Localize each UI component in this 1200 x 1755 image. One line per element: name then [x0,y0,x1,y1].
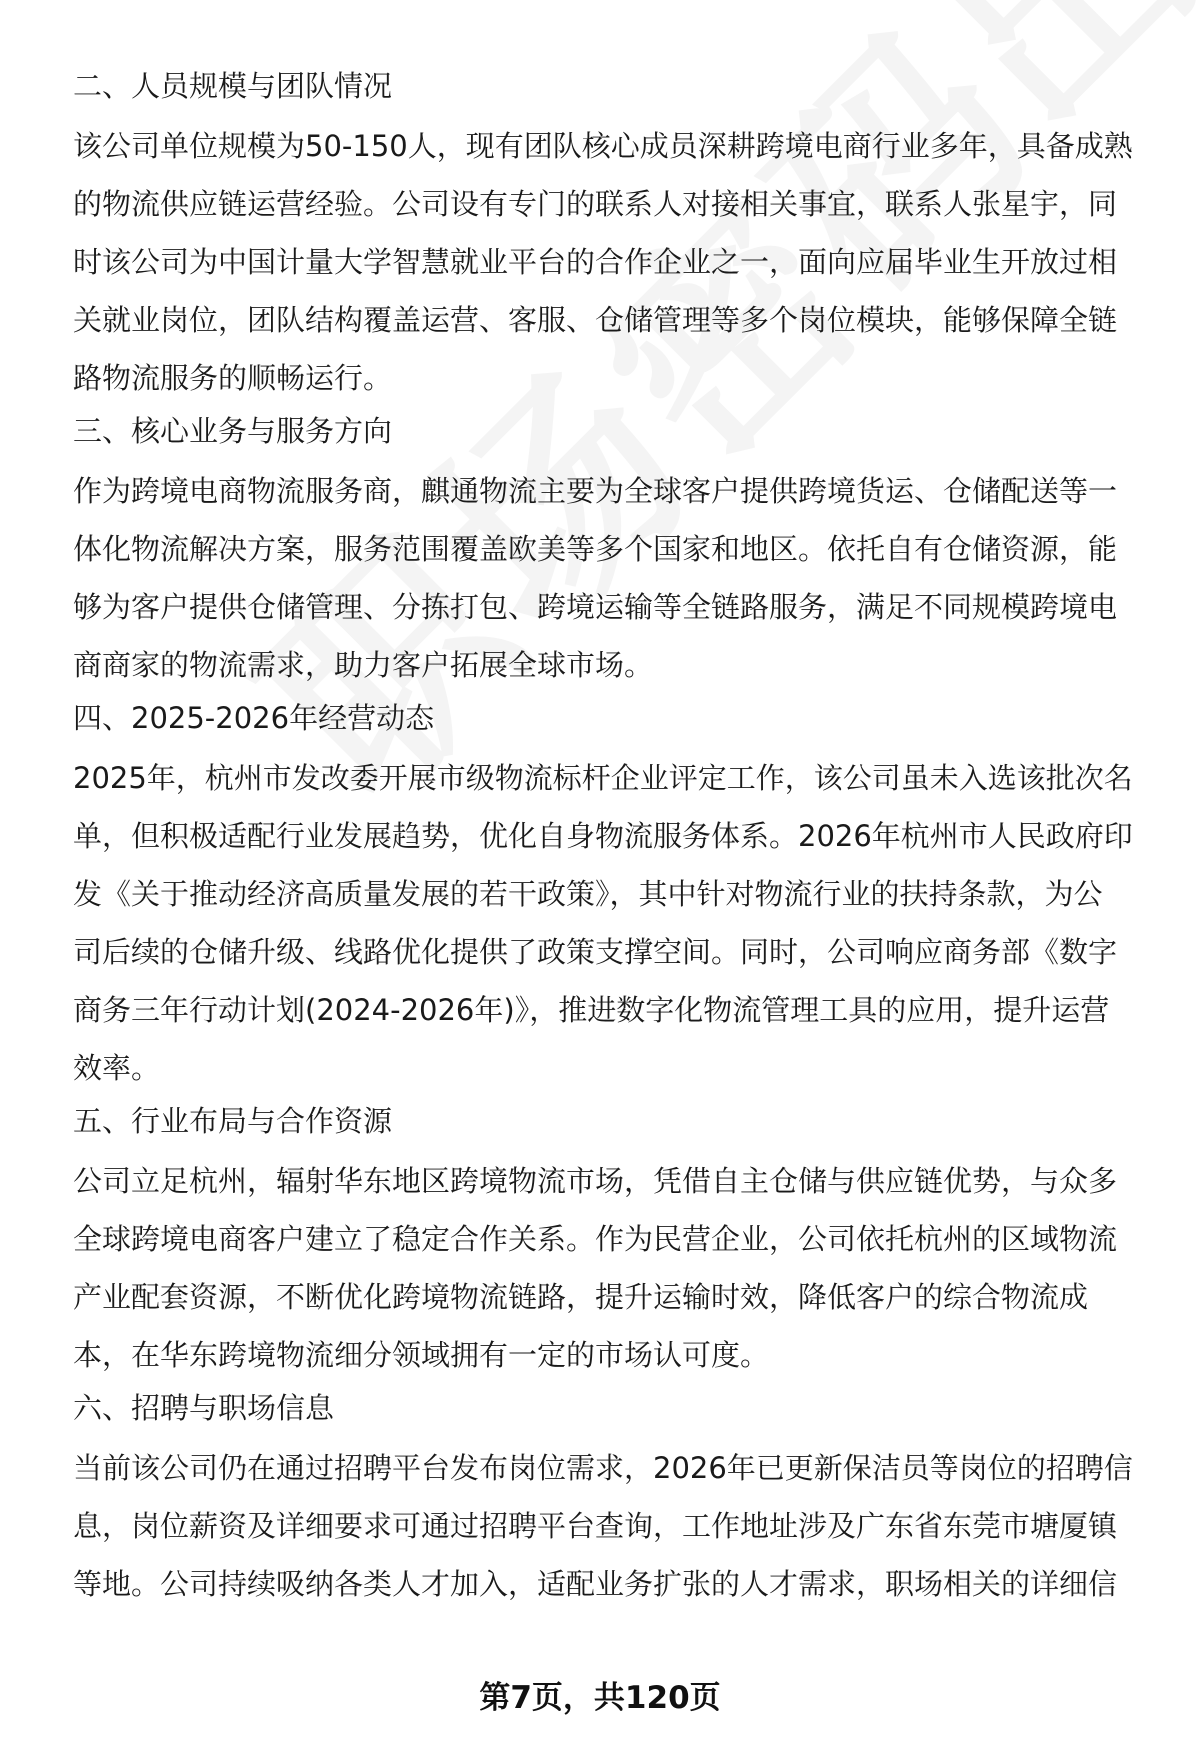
paragraph-line: 公司立足杭州，辐射华东地区跨境物流市场，凭借自主仓储与供应链优势，与众多 [73,1164,1118,1198]
paragraph-line: 产业配套资源，不断优化跨境物流链路，提升运输时效，降低客户的综合物流成 [73,1280,1089,1314]
paragraph-line: 关就业岗位，团队结构覆盖运营、客服、仓储管理等多个岗位模块，能够保障全链 [73,303,1118,337]
paragraph-line: 该公司单位规模为50-150人，现有团队核心成员深耕跨境电商行业多年，具备成熟 [73,129,1133,163]
section-recruitment [73,1384,1168,1613]
section-heading: 三、核心业务与服务方向 [73,414,393,448]
section-paragraph [73,1152,1168,1384]
section-industry-layout [73,1097,1168,1384]
paragraph-line: 发《关于推动经济高质量发展的若干政策》，其中针对物流行业的扶持条款，为公 [73,877,1103,911]
paragraph-line: 当前该公司仍在通过招聘平台发布岗位需求，2026年已更新保洁员等岗位的招聘信 [73,1451,1133,1485]
paragraph-line: 商商家的物流需求，助力客户拓展全球市场。 [73,648,654,682]
section-paragraph [73,749,1168,1097]
paragraph-line: 息，岗位薪资及详细要求可通过招聘平台查询，工作地址涉及广东省东莞市塘厦镇 [73,1509,1118,1543]
paragraph-line: 体化物流解决方案，服务范围覆盖欧美等多个国家和地区。依托自有仓储资源，能 [73,532,1118,566]
paragraph-line: 时该公司为中国计量大学智慧就业平台的合作企业之一，面向应届毕业生开放过相 [73,245,1118,279]
paragraph-line: 作为跨境电商物流服务商，麒通物流主要为全球客户提供跨境货运、仓储配送等一 [73,474,1118,508]
paragraph-line: 商务三年行动计划(2024-2026年)》，推进数字化物流管理工具的应用，提升运营 [73,993,1110,1027]
section-personnel [73,62,1168,407]
paragraph-line: 效率。 [73,1051,161,1085]
paragraph-line: 单，但积极适配行业发展趋势，优化自身物流服务体系。2026年杭州市人民政府印 [73,819,1133,853]
section-core-business [73,407,1168,694]
paragraph-line: 路物流服务的顺畅运行。 [73,361,393,395]
section-paragraph [73,117,1168,407]
section-heading: 六、招聘与职场信息 [73,1391,335,1425]
section-paragraph [73,462,1168,694]
paragraph-line: 的物流供应链运营经验。公司设有专门的联系人对接相关事宜，联系人张星宇，同 [73,187,1118,221]
paragraph-line: 等地。公司持续吸纳各类人才加入，适配业务扩张的人才需求，职场相关的详细信 [73,1567,1118,1601]
section-heading: 四、2025-2026年经营动态 [73,701,435,735]
paragraph-line: 2025年，杭州市发改委开展市级物流标杆企业评定工作，该公司虽未入选该批次名 [73,761,1133,795]
paragraph-line: 够为客户提供仓储管理、分拣打包、跨境运输等全链路服务，满足不同规模跨境电 [73,590,1118,624]
paragraph-line: 司后续的仓储升级、线路优化提供了政策支撑空间。同时，公司响应商务部《数字 [73,935,1118,969]
document-body [73,62,1168,1613]
section-operations [73,694,1168,1097]
page-number-footer: 第7页，共120页 [479,1680,721,1716]
section-heading: 二、人员规模与团队情况 [73,69,393,103]
paragraph-line: 全球跨境电商客户建立了稳定合作关系。作为民营企业，公司依托杭州的区域物流 [73,1222,1118,1256]
paragraph-line: 本，在华东跨境物流细分领域拥有一定的市场认可度。 [73,1338,770,1372]
section-heading: 五、行业布局与合作资源 [73,1104,393,1138]
section-paragraph [73,1439,1168,1613]
